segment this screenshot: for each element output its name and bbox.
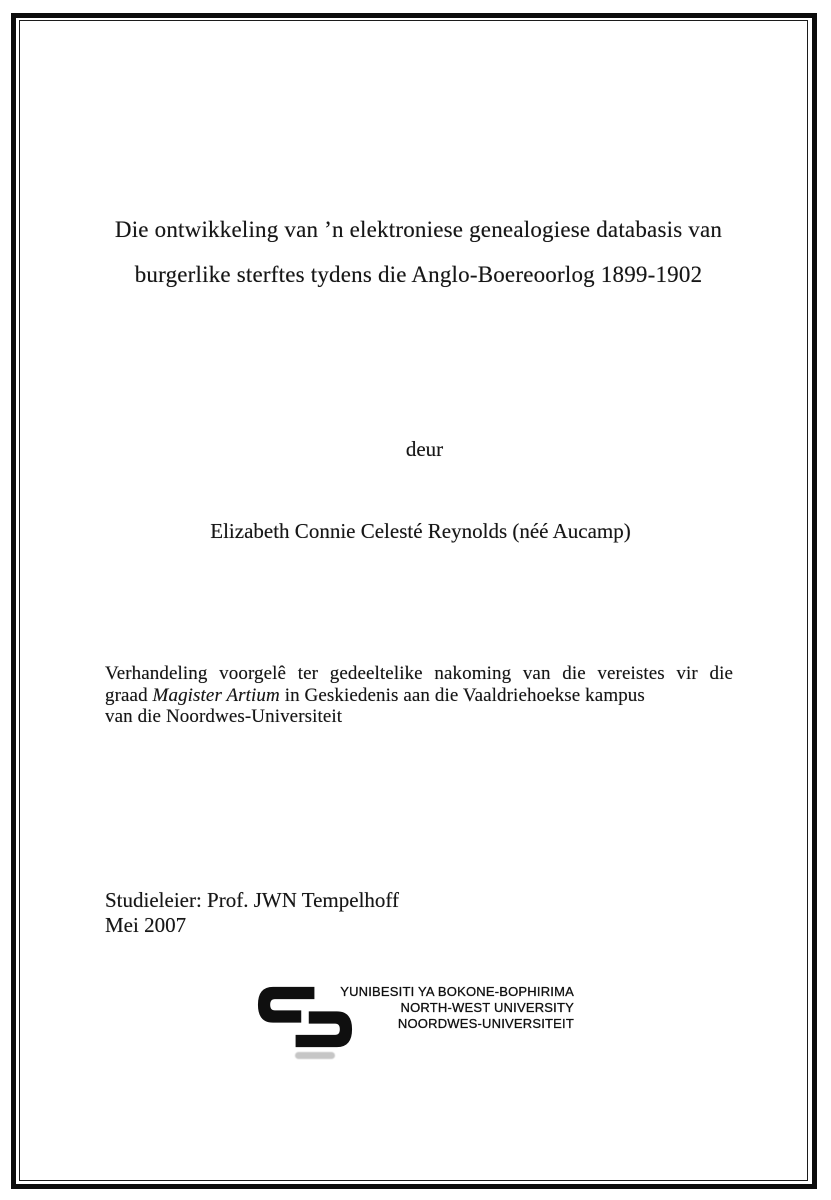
byline-deur: deur (405, 437, 444, 461)
supervisor-line: Studieleier: Prof. JWN Tempelhoff (105, 888, 400, 912)
degree-statement-line-1: Verhandeling voorgelê ter gedeeltelike nakoming van die vereistes vir die (105, 663, 733, 684)
author-name: Elizabeth Connie Celesté Reynolds (néé Aucamp) (210, 519, 631, 543)
degree-statement-line-3: van die Noordwes-Universiteit (105, 706, 343, 727)
university-name-english: NORTH-WEST UNIVERSITY (400, 1000, 574, 1015)
degree-name-italic: Magister Artium (152, 684, 280, 706)
university-name-afrikaans: NOORDWES-UNIVERSITEIT (397, 1016, 574, 1031)
degree-statement-line-2 (105, 685, 733, 707)
degree-statement-line-2-suffix: in Geskiedenis aan die Vaaldriehoekse kampus (279, 684, 645, 706)
degree-statement (105, 663, 733, 728)
thesis-title-line-2: burgerlike sterftes tydens die Anglo-Boereoorlog 1899-1902 (134, 262, 703, 287)
thesis-title (58, 207, 779, 297)
scan-smudge (295, 1052, 335, 1059)
thesis-title-line-1: Die ontwikkeling van ’n elektroniese genealogiese databasis van (114, 217, 723, 242)
university-name-setswana: YUNIBESITI YA BOKONE-BOPHIRIMA (340, 984, 574, 999)
degree-statement-line-2-prefix: graad (105, 684, 153, 706)
university-logo-wordmark (318, 984, 574, 1032)
credits-block (105, 888, 399, 938)
date-line: Mei 2007 (105, 913, 187, 937)
